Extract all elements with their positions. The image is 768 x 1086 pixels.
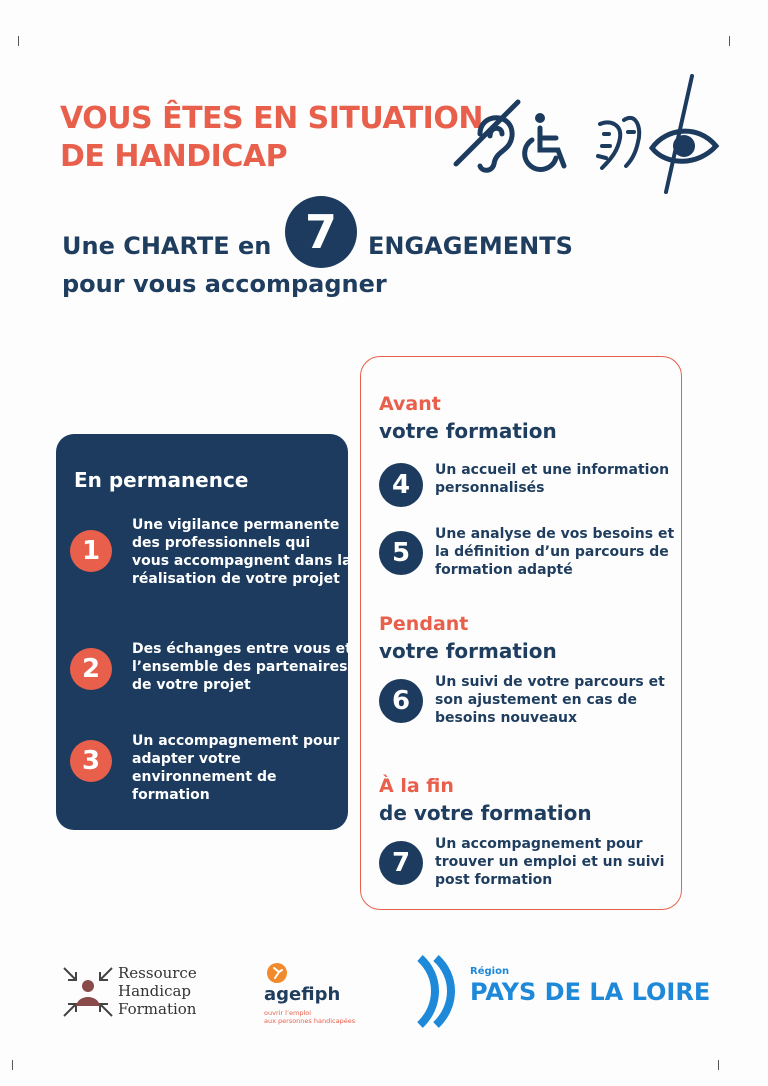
engagement-text: Un suivi de votre parcours et son ajustement en cas de besoins nouveaux [435, 674, 665, 726]
engagement-text: Un accueil et une information personnalisés [435, 462, 670, 496]
region-label: Région [470, 966, 510, 977]
eye-crossed-icon [652, 76, 716, 192]
agefiph-tagline [264, 1009, 355, 1025]
engagement-text: Un accompagnement pour adapter votre environnement de formation [132, 733, 340, 803]
phase-label: À la fin [379, 775, 454, 797]
subtitle-charte: Une CHARTE en [62, 232, 272, 260]
title-line-2: DE HANDICAP [60, 139, 288, 174]
agefiph-name: agefiph [264, 984, 341, 1005]
title-line-1: VOUS ÊTES EN SITUATION [60, 101, 483, 136]
phase-label: Avant [379, 393, 441, 415]
phases-panel [360, 356, 682, 910]
permanence-title: En permanence [74, 468, 249, 492]
logo-agefiph [262, 962, 372, 1026]
number-badge: 4 [379, 463, 423, 507]
region-name: PAYS DE LA LOIRE [470, 978, 711, 1006]
phase-sublabel: votre formation [379, 419, 557, 443]
phase-heading-avant [379, 391, 557, 445]
crop-mark [12, 1060, 13, 1070]
logo-region-pays-de-la-loire [414, 954, 711, 1029]
seven-badge: 7 [285, 196, 357, 268]
rhf-line: Handicap [118, 982, 192, 1000]
rhf-line: Formation [118, 1000, 197, 1018]
handicap-icons [452, 72, 722, 197]
phase-sublabel: votre formation [379, 639, 557, 663]
agefiph-emblem-icon [266, 962, 288, 984]
subtitle-engagements: ENGAGEMENTS [368, 232, 573, 260]
engagement-text: Un accompagnement pour trouver un emploi et un suivi post formation [435, 836, 665, 888]
subtitle-line-2: pour vous accompagner [62, 270, 387, 298]
agefiph-tagline-line: aux personnes handicapées [264, 1017, 356, 1025]
phase-heading-pendant [379, 611, 557, 665]
crop-mark [18, 36, 19, 46]
rhf-line: Ressource [118, 964, 197, 982]
number-badge: 7 [379, 841, 423, 885]
number-badge: 1 [70, 530, 112, 572]
number-badge: 6 [379, 679, 423, 723]
phase-label: Pendant [379, 613, 469, 635]
phase-sublabel: de votre formation [379, 801, 592, 825]
page-title [60, 100, 483, 176]
engagement-text: Une vigilance permanente des professionnels qui vous accompagnent dans la réalisation de votre projet [132, 517, 352, 587]
rhf-emblem-icon [62, 966, 114, 1018]
number-badge: 5 [379, 531, 423, 575]
engagement-text: Une analyse de vos besoins et la définition d’un parcours de formation adapté [435, 526, 675, 578]
region-brackets-icon [414, 954, 464, 1029]
crop-mark [729, 36, 730, 46]
crop-mark [718, 1060, 719, 1070]
faces-icon [598, 118, 639, 168]
engagement-text: Des échanges entre vous et l’ensemble des partenaires de votre projet [132, 641, 352, 693]
wheelchair-icon [525, 113, 564, 169]
phase-heading-fin [379, 773, 592, 827]
logo-ressource-handicap-formation [62, 962, 202, 1022]
rhf-name [118, 964, 197, 1018]
number-badge: 2 [70, 648, 112, 690]
permanence-panel [56, 434, 352, 830]
deaf-ear-icon [456, 102, 518, 170]
number-badge: 3 [70, 740, 112, 782]
agefiph-tagline-line: ouvrir l’emploi [264, 1009, 312, 1017]
